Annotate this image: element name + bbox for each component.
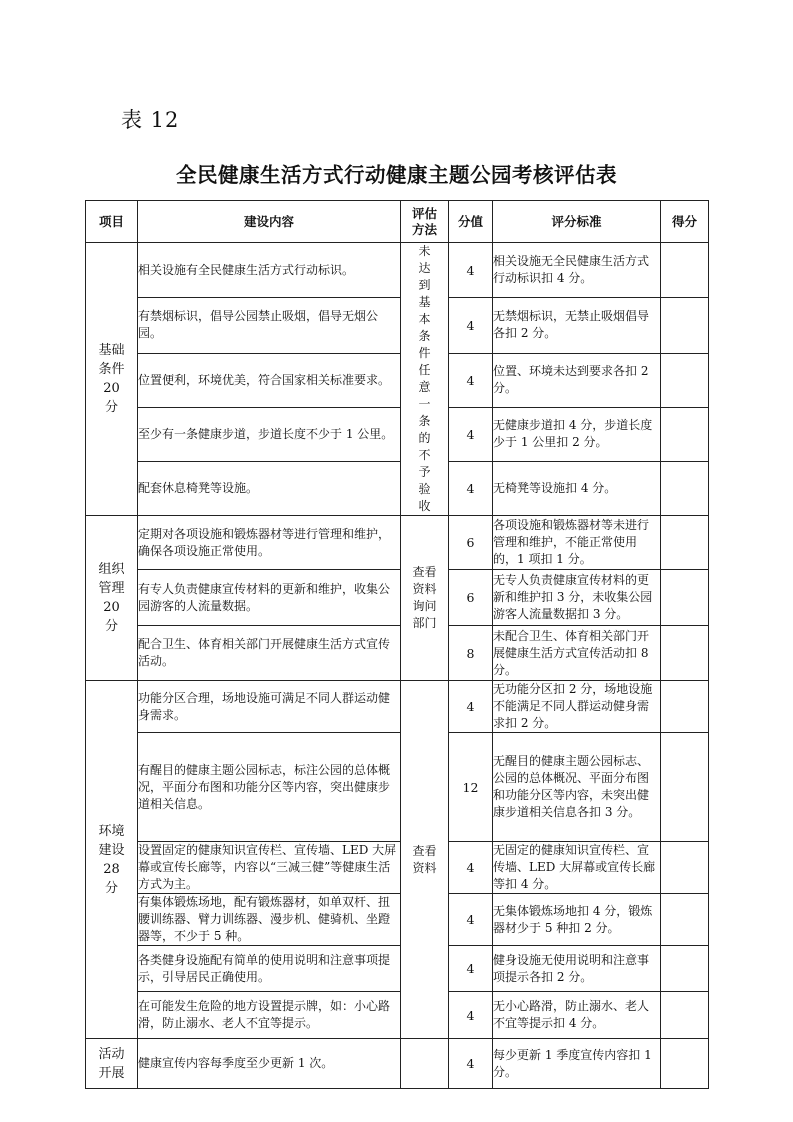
row-content: 有禁烟标识，倡导公园禁止吸烟，倡导无烟公园。 xyxy=(138,298,401,353)
row-score: 8 xyxy=(449,626,493,681)
table-row xyxy=(86,894,709,946)
header-got: 得分 xyxy=(661,201,709,243)
row-criteria: 无集体锻炼场地扣 4 分，锻炼器材少于 5 种扣 2 分。 xyxy=(493,894,661,946)
row-score: 4 xyxy=(449,1039,493,1089)
row-content: 位置便利，环境优美，符合国家相关标准要求。 xyxy=(138,353,401,407)
row-criteria: 无椅凳等设施扣 4 分。 xyxy=(493,461,661,515)
row-criteria: 各项设施和锻炼器材等未进行管理和维护，不能正常使用的，1 项扣 1 分。 xyxy=(493,516,661,570)
header-row xyxy=(86,201,709,243)
row-content: 有集体锻炼场地，配有锻炼器材，如单双杆、扭腰训练器、臂力训练器、漫步机、健骑机、坐蹬器等，不少于 5 种。 xyxy=(138,894,401,946)
category-environment: 环境建设28分 xyxy=(86,681,138,1039)
row-criteria: 无醒目的健康主题公园标志、公园的总体概况、平面分布图和功能分区等内容，未突出健康步道相关信息各扣 3 分。 xyxy=(493,733,661,842)
score-cell[interactable] xyxy=(661,842,709,894)
row-criteria: 每少更新 1 季度宣传内容扣 1 分。 xyxy=(493,1039,661,1089)
header-score: 分值 xyxy=(449,201,493,243)
table-row xyxy=(86,681,709,733)
category-management: 组织管理20分 xyxy=(86,516,138,681)
row-criteria: 无禁烟标识，无禁止吸烟倡导各扣 2 分。 xyxy=(493,298,661,353)
score-cell[interactable] xyxy=(661,461,709,515)
table-row xyxy=(86,570,709,626)
assessment-table xyxy=(85,200,709,1089)
category-basic: 基础条件20分 xyxy=(86,243,138,516)
score-cell[interactable] xyxy=(661,243,709,298)
method-environment: 查看资料 xyxy=(401,681,449,1039)
table-row xyxy=(86,842,709,894)
score-cell[interactable] xyxy=(661,353,709,407)
row-criteria: 位置、环境未达到要求各扣 2 分。 xyxy=(493,353,661,407)
row-criteria: 无小心路滑，防止溺水、老人不宜等提示扣 4 分。 xyxy=(493,992,661,1039)
row-content: 有醒目的健康主题公园标志，标注公园的总体概况，平面分布图和功能分区等内容，突出健康步道相关信息。 xyxy=(138,733,401,842)
table-row xyxy=(86,407,709,461)
header-method: 评估方法 xyxy=(401,201,449,243)
row-score: 6 xyxy=(449,516,493,570)
row-criteria: 无专人负责健康宣传材料的更新和维护扣 3 分，未收集公园游客人流量数据扣 3 分。 xyxy=(493,570,661,626)
row-content: 功能分区合理，场地设施可满足不同人群运动健身需求。 xyxy=(138,681,401,733)
score-cell[interactable] xyxy=(661,626,709,681)
score-cell[interactable] xyxy=(661,1039,709,1089)
table-row xyxy=(86,626,709,681)
row-content: 各类健身设施配有简单的使用说明和注意事项提示，引导居民正确使用。 xyxy=(138,946,401,992)
row-score: 4 xyxy=(449,243,493,298)
row-score: 4 xyxy=(449,407,493,461)
method-management: 查看资料询问部门 xyxy=(401,516,449,681)
row-score: 6 xyxy=(449,570,493,626)
row-criteria: 健身设施无使用说明和注意事项提示各扣 2 分。 xyxy=(493,946,661,992)
row-score: 4 xyxy=(449,298,493,353)
row-content: 相关设施有全民健康生活方式行动标识。 xyxy=(138,243,401,298)
table-row xyxy=(86,946,709,992)
row-score: 4 xyxy=(449,842,493,894)
table-number: 表 12 xyxy=(121,108,180,132)
table-row xyxy=(86,353,709,407)
score-cell[interactable] xyxy=(661,894,709,946)
row-content: 至少有一条健康步道，步道长度不少于 1 公里。 xyxy=(138,407,401,461)
table-row xyxy=(86,992,709,1039)
row-criteria: 无健康步道扣 4 分，步道长度少于 1 公里扣 2 分。 xyxy=(493,407,661,461)
score-cell[interactable] xyxy=(661,516,709,570)
row-content: 配合卫生、体育相关部门开展健康生活方式宣传活动。 xyxy=(138,626,401,681)
row-content: 设置固定的健康知识宣传栏、宣传墙、LED 大屏幕或宣传长廊等，内容以“三减三健”等健康生活方式为主。 xyxy=(138,842,401,894)
score-cell[interactable] xyxy=(661,681,709,733)
header-item: 项目 xyxy=(86,201,138,243)
document-title: 全民健康生活方式行动健康主题公园考核评估表 xyxy=(176,163,617,187)
row-score: 12 xyxy=(449,733,493,842)
row-content: 健康宣传内容每季度至少更新 1 次。 xyxy=(138,1039,401,1089)
row-criteria: 无固定的健康知识宣传栏、宣传墙、LED 大屏幕或宣传长廊等扣 4 分。 xyxy=(493,842,661,894)
method-activity xyxy=(401,1039,449,1089)
method-basic: 未达到基本条件任意一条的不予验收 xyxy=(401,243,449,516)
row-score: 4 xyxy=(449,894,493,946)
table-row xyxy=(86,461,709,515)
table-row xyxy=(86,1039,709,1089)
row-content: 配套休息椅凳等设施。 xyxy=(138,461,401,515)
header-criteria: 评分标准 xyxy=(493,201,661,243)
table-row xyxy=(86,516,709,570)
header-content: 建设内容 xyxy=(138,201,401,243)
row-score: 4 xyxy=(449,461,493,515)
category-activity: 活动开展 xyxy=(86,1039,138,1089)
score-cell[interactable] xyxy=(661,733,709,842)
score-cell[interactable] xyxy=(661,298,709,353)
score-cell[interactable] xyxy=(661,992,709,1039)
row-score: 4 xyxy=(449,681,493,733)
score-cell[interactable] xyxy=(661,407,709,461)
row-content: 有专人负责健康宣传材料的更新和维护，收集公园游客的人流量数据。 xyxy=(138,570,401,626)
row-content: 定期对各项设施和锻炼器材等进行管理和维护，确保各项设施正常使用。 xyxy=(138,516,401,570)
table-row xyxy=(86,733,709,842)
row-score: 4 xyxy=(449,992,493,1039)
score-cell[interactable] xyxy=(661,570,709,626)
table-row xyxy=(86,298,709,353)
row-criteria: 无功能分区扣 2 分，场地设施不能满足不同人群运动健身需求扣 2 分。 xyxy=(493,681,661,733)
row-content: 在可能发生危险的地方设置提示牌，如：小心路滑，防止溺水、老人不宜等提示。 xyxy=(138,992,401,1039)
row-score: 4 xyxy=(449,946,493,992)
row-criteria: 未配合卫生、体育相关部门开展健康生活方式宣传活动扣 8 分。 xyxy=(493,626,661,681)
table-row xyxy=(86,243,709,298)
row-criteria: 相关设施无全民健康生活方式行动标识扣 4 分。 xyxy=(493,243,661,298)
score-cell[interactable] xyxy=(661,946,709,992)
row-score: 4 xyxy=(449,353,493,407)
